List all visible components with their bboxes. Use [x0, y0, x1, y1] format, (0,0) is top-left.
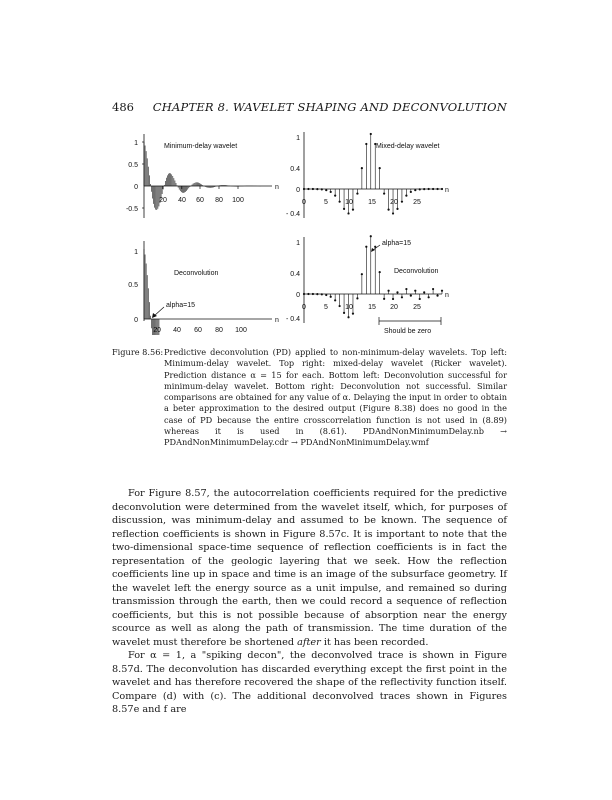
x-tick-label: 20: [390, 304, 398, 311]
sample-point: [347, 316, 349, 318]
sample-point: [352, 209, 354, 211]
sample-point: [432, 288, 434, 290]
sample-point: [428, 296, 430, 298]
x-tick-label: 5: [324, 304, 328, 311]
axes: [144, 241, 272, 321]
x-tick-label: 60: [196, 197, 204, 204]
sample-point: [312, 188, 314, 190]
sample-point: [419, 188, 421, 190]
x-tick-label: 25: [413, 199, 421, 206]
sample-point: [401, 296, 403, 298]
sample-point: [321, 188, 323, 190]
sample-point: [303, 293, 305, 295]
y-tick-label: - 0.4: [285, 211, 300, 218]
figure-caption: [112, 347, 507, 449]
x-tick-label: 15: [368, 199, 376, 206]
x-tick-label: 100: [235, 327, 247, 334]
caption-label: Figure 8.56:: [112, 347, 164, 357]
sample-point: [405, 288, 407, 290]
sample-point: [387, 209, 389, 211]
x-tick-label: 80: [215, 197, 223, 204]
plot-top-right: [282, 126, 452, 226]
sample-point: [436, 295, 438, 297]
panel-title: Mixed-delay wavelet: [376, 143, 440, 150]
sample-point: [361, 273, 363, 275]
sample-point: [334, 299, 336, 301]
x-tick-label: 100: [232, 197, 244, 204]
sample-point: [370, 133, 372, 135]
body-text: [112, 487, 507, 717]
sample-point: [428, 188, 430, 190]
page-number: 486: [112, 100, 134, 114]
sample-point: [356, 297, 358, 299]
sample-point: [312, 293, 314, 295]
y-tick-label: -0.5: [125, 206, 138, 213]
sample-point: [365, 143, 367, 145]
sample-point: [436, 188, 438, 190]
y-tick-label: 0: [134, 184, 138, 191]
x-tick-label: 60: [194, 327, 202, 334]
annotation-arrow: [152, 307, 164, 318]
sample-point: [330, 191, 332, 193]
sample-point: [392, 212, 394, 214]
page-header: [112, 100, 507, 116]
y-tick-label: - 0.4: [285, 316, 300, 323]
y-tick-label: 0: [134, 317, 138, 324]
x-tick-label: 25: [413, 304, 421, 311]
x-tick-label: 40: [173, 327, 181, 334]
sample-point: [423, 291, 425, 293]
annotation-alpha: alpha=15: [166, 302, 196, 309]
x-axis-label: n: [445, 187, 449, 194]
plot-bottom-right: [282, 231, 452, 341]
x-tick-label: 10: [345, 304, 353, 311]
sample-point: [396, 208, 398, 210]
sample-point: [356, 192, 358, 194]
x-tick-label: 20: [159, 197, 167, 204]
sample-point: [419, 298, 421, 300]
bracket: [379, 317, 441, 325]
sample-point: [365, 246, 367, 248]
paragraph: [112, 487, 507, 649]
sample-point: [347, 212, 349, 214]
tick-marks: [142, 142, 238, 208]
sample-point: [392, 298, 394, 300]
y-tick-label: 1: [296, 135, 300, 142]
x-tick-label: 0: [302, 199, 306, 206]
sample-point: [321, 293, 323, 295]
sample-point: [307, 293, 309, 295]
sample-point: [339, 201, 341, 203]
chapter-title: CHAPTER 8. WAVELET SHAPING AND DECONVOLUTION: [152, 100, 507, 114]
x-tick-label: 80: [215, 327, 223, 334]
sample-point: [325, 294, 327, 296]
panel-title: Minimum-delay wavelet: [164, 143, 238, 150]
sample-point: [379, 271, 381, 273]
panel-title: Deconvolution: [174, 270, 219, 277]
deconvolved-samples: [144, 249, 159, 335]
sample-point: [432, 188, 434, 190]
paragraph-text-end: it has been recorded.: [320, 636, 429, 648]
x-axis-label: n: [275, 317, 279, 324]
sample-point: [334, 195, 336, 197]
sample-point: [352, 313, 354, 315]
sample-point: [307, 188, 309, 190]
sample-point: [361, 167, 363, 169]
sample-point: [316, 188, 318, 190]
sample-point: [379, 167, 381, 169]
sample-point: [383, 298, 385, 300]
x-tick-label: 40: [178, 197, 186, 204]
x-tick-label: 0: [302, 304, 306, 311]
y-tick-label: 0.4: [290, 166, 300, 173]
sample-point: [316, 293, 318, 295]
x-tick-label: 10: [345, 199, 353, 206]
sample-point: [330, 296, 332, 298]
y-tick-label: 1: [134, 140, 138, 147]
x-tick-label: 20: [390, 199, 398, 206]
sample-point: [325, 189, 327, 191]
sample-point: [405, 195, 407, 197]
y-tick-label: 0.5: [128, 282, 138, 289]
sample-point: [396, 291, 398, 293]
annotation-should-be-zero: Should be zero: [384, 328, 432, 335]
sample-point: [441, 188, 443, 190]
sample-point: [401, 201, 403, 203]
sample-point: [370, 235, 372, 237]
sample-point: [423, 188, 425, 190]
y-tick-label: 0.4: [290, 271, 300, 278]
sample-point: [383, 192, 385, 194]
sample-point: [441, 290, 443, 292]
paragraph: For α = 1, a "spiking decon", the deconvolved trace is shown in Figure 8.57d. The deconvolution has discarded everything except the first point in the wavelet and has therefore recovered the shape of the reflectivity function itself. Compare (d) with (c). The additional deconvolved traces shown in Figures 8.57e and f are: [112, 650, 507, 715]
sample-point: [410, 295, 412, 297]
y-tick-label: 0: [296, 292, 300, 299]
y-tick-label: 0.5: [128, 162, 138, 169]
sample-point: [414, 189, 416, 191]
sample-point: [387, 290, 389, 292]
x-tick-label: 5: [324, 199, 328, 206]
plot-top-left: [112, 128, 292, 223]
sample-point: [343, 208, 345, 210]
x-tick-label: 20: [153, 327, 161, 334]
sample-point: [414, 290, 416, 292]
annotation-alpha: alpha=15: [382, 240, 412, 247]
sample-point: [339, 305, 341, 307]
y-tick-label: 1: [134, 249, 138, 256]
sample-point: [303, 188, 305, 190]
y-tick-label: 1: [296, 240, 300, 247]
sample-point: [410, 191, 412, 193]
panel-title: Deconvolution: [394, 268, 439, 275]
caption-text: Predictive deconvolution (PD) applied to non-minimum-delay wavelets. Top left: Minimum-delay wavelet. Top right: mixed-delay wavelet (Ricker wavelet). Prediction distance α = 15 for each. Bottom left: Deconvolution successful for minimum-delay wavelet. Bottom right: Deconvolution not successful. Similar comparisons are obtained for any value of α. Delaying the input in order to obtain a beter approximation to the desired output (Figure 8.38) does no good in the case of PD because the entire crosscorrelation function is not used in (8.89) whereas it is used in (8.61). PDAndNonMinimumDelay.nb → PDAndNonMinimumDelay.cdr → PDAndNonMinimumDelay.wmf: [164, 347, 507, 448]
arrow-line: [373, 245, 380, 250]
paragraph-text: For Figure 8.57, the autocorrelation coefficients required for the predictive deconvolution were determined from the wavelet itself, which, for purposes of discussion, was minimum-delay and assumed to be known. The sequence of reflection coefficients is shown in Figure 8.57c. It is important to note that the two-dimensional space-time sequence of reflection coefficients is in fact the representation of the geologic layering that we seek. How the reflection coefficients line up in space and time is an image of the subsurface geometry. If the wavelet left the energy source as a unit impulse, and remained so during transmission through the earth, then we could record a sequence of reflection coefficients, but this is not possible because of absorption near the energy scource as well as along the path of transmission. The time duration of the wavelet must therefore be shortened: [112, 488, 507, 648]
x-axis-label: n: [275, 184, 279, 191]
emphasis: after: [297, 636, 321, 648]
x-tick-label: 15: [368, 304, 376, 311]
plot-bottom-left: [112, 235, 292, 335]
y-tick-label: 0: [296, 187, 300, 194]
sample-point: [343, 312, 345, 314]
arrow-line: [154, 307, 164, 316]
x-axis-label: n: [445, 292, 449, 299]
